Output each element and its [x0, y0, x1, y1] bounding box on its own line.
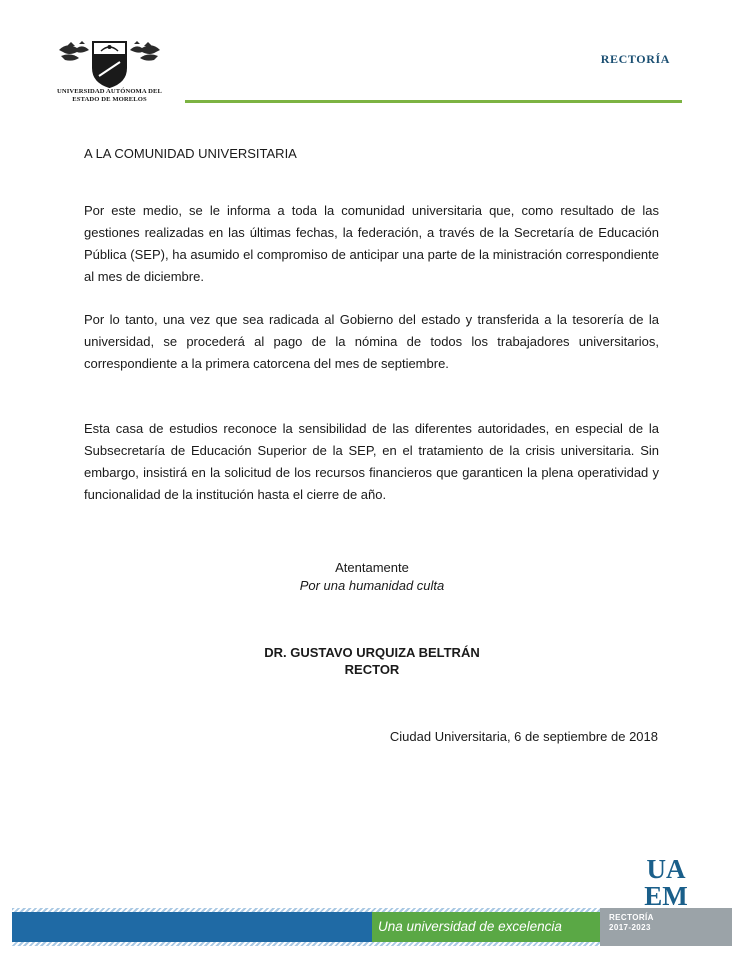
uaem-logo-line1: UA — [646, 854, 686, 884]
signer-title: RECTOR — [344, 662, 400, 677]
university-crest-icon — [57, 40, 162, 88]
paragraph-2: Por lo tanto, una vez que sea radicada al Gobierno del estado y transferida a la tesorería de la universidad, se procederá al pago de la nómina de todos los trabajadores universitarios, correspondiente a la primera catorcena del mes de septiembre. — [84, 312, 659, 371]
university-name-line1: UNIVERSIDAD AUTÓNOMA DEL — [57, 88, 162, 95]
motto: Por una humanidad culta — [299, 578, 445, 593]
department-label: RECTORÍA — [600, 52, 670, 66]
university-name-line2: ESTADO DE MORELOS — [72, 95, 147, 103]
closing-line: Atentamente — [335, 560, 409, 575]
university-name — [52, 88, 167, 103]
footer-slogan: Una universidad de excelencia — [378, 919, 562, 934]
uaem-logo-icon — [638, 853, 694, 908]
signer-name: DR. GUSTAVO URQUIZA BELTRÁN — [264, 645, 480, 660]
paragraph-3: Esta casa de estudios reconoce la sensibilidad de las diferentes autoridades, en especial de la Subsecretaría de Educación Superior de la SEP, en el tratamiento de la crisis universitaria. Sin embargo, insistirá en la solicitud de los recursos financieros que garanticen la plena operatividad y funcionalidad de la institución hasta el cierre de año. — [84, 421, 659, 502]
footer-rectoria — [609, 913, 713, 933]
salutation: A LA COMUNIDAD UNIVERSITARIA — [84, 146, 297, 161]
place-date: Ciudad Universitaria, 6 de septiembre de 2018 — [389, 729, 658, 744]
university-logo — [52, 40, 167, 110]
footer-banner — [12, 908, 732, 946]
header-divider — [185, 100, 682, 103]
footer-rectoria-period: 2017-2023 — [609, 923, 651, 932]
footer-rectoria-label: RECTORÍA — [609, 913, 654, 922]
paragraph-1: Por este medio, se le informa a toda la comunidad universitaria que, como resultado de las gestiones realizadas en las últimas fechas, la federación, a través de la Secretaría de Educación Pública (SEP), ha asumido el compromiso de anticipar una parte de la ministración correspondiente al mes de diciembre. — [84, 203, 659, 284]
uaem-logo — [638, 853, 694, 908]
uaem-logo-line2: EM — [644, 881, 688, 908]
